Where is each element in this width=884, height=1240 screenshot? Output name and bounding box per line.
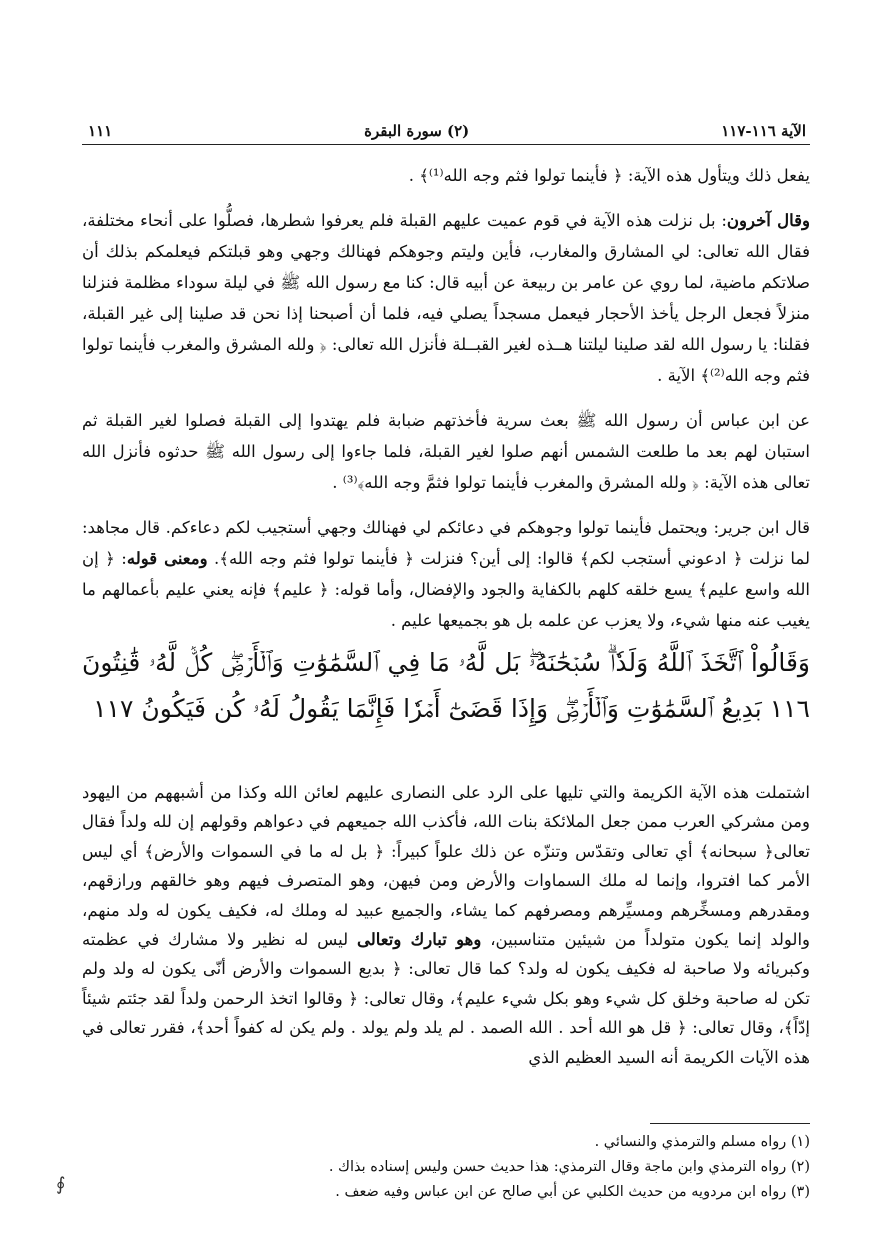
paragraph-3: عن ابن عباس أن رسول الله ﷺ بعث سرية فأخذتهم ضبابة فلم يهتدوا إلى القبلة فصلوا لغير القبلة ثم استبان لهم بعد ما طلعت الشمس أنهم صلوا لغير القبلة، فلما جاءوا إلى رسول الله ﷺ حدثوه فأنزل الله تعالى هذه الآية: ﴿ ولله المشرق والمغرب فأينما تولوا فثمَّ وجه الله﴾⁽³⁾ . [82,411,810,492]
paragraph-4-lead: ومعنى قوله [126,549,208,568]
surah-title: (٢) سورة البقرة [364,122,470,140]
paragraph-4-text-a: قال ابن جرير: ويحتمل فأينما تولوا وجوهكم في دعائكم لي فهنالك وجهي أستجيب لكم دعاءكم. قال مجاهد: لما نزلت ﴿ ادعوني أستجب لكم﴾ قالوا: إلى أين؟ فنزلت ﴿ فأينما تولوا فثم وجه الله﴾. [82,518,810,568]
page-number: ١١١ [88,122,113,140]
commentary-text [82,778,810,1072]
verse-range-label: الآية ١١٦-١١٧ [721,122,806,140]
footnote-divider [650,1123,810,1124]
body-text [82,160,810,650]
footnote-1: (١) رواه مسلم والترمذي والنسائي . [594,1134,810,1150]
page-header [88,118,806,144]
footnote-3: (٣) رواه ابن مردويه من حديث الكلبي عن أبي صالح عن ابن عباس وفيه ضعف . [335,1184,810,1200]
paragraph-4 [82,512,810,636]
footnotes [82,1130,810,1205]
paragraph-4-text-b: : ﴿ إن الله واسع عليم﴾ يسع خلقه كلهم بالكفاية والجود والإفضال، وأما قوله: ﴿ عليم﴾ فإنه يعني عليم بأعمالهم ما يغيب عنه منها شيء، ولا يعزب عن علمه بل هو بجميعها عليم . [82,549,810,630]
commentary-part-b: ليس له نظير ولا مشارك في عظمته وكبريائه ولا صاحبة له فكيف يكون له ولد؟ كما قال تعالى: ﴿ بديع السموات والأرض أنّى يكون له ولد ولم تكن له صاحبة وخلق كل شيء وهو بكل شيء عليم﴾، وقال تعالى: ﴿ وقالوا اتخذ الرحمن ولداً لقد جئتم شيئاً إدّاً﴾، وقال تعالى: ﴿ قل هو الله أحد . الله الصمد . لم يلد ولم يولد . ولم يكن له كفواً أحد﴾، فقرر تعالى في هذه الآيات الكريمة أنه السيد العظيم الذي [82,930,810,1067]
commentary-part-a: اشتملت هذه الآية الكريمة والتي تليها على الرد على النصارى عليهم لعائن الله وكذا من أشبههم من اليهود ومن مشركي العرب ممن جعل الملائكة بنات الله، فأكذب الله جميعهم في دعواهم وقولهم إن لله ولداً فقال تعالى﴿ سبحانه﴾ أي تعالى وتقدّس وتنزّه عن ذلك علواً كبيراً: ﴿ بل له ما في السموات والأرض﴾ أي ليس الأمر كما افتروا، وإنما له ملك السماوات والأرض ومن فيهن، وهو المتصرف فيهم وهو خالقهم ورازقهم، ومقدرهم ومسخِّرهم ومسيِّرهم ومصرفهم كما يشاء، والجميع عبيد له وملك له، فكيف يكون له ولد منهم، والولد إنما يكون متولداً من شيئين متناسبين، [82,783,810,950]
paragraph-2-text: : بل نزلت هذه الآية في قوم عميت عليهم القبلة فلم يعرفوا شطرها، فصلُّوا على أنحاء مختلفة، فقال الله تعالى: لي المشارق والمغارب، فأين وليتم وجوهكم فهنالك وجهي وهو قبلتكم فيعلمكم بذلك أن صلاتكم ماضية، لما روي عن عامر بن ربيعة عن أبيه قال: كنا مع رسول الله ﷺ في ليلة سوداء مظلمة فنزلنا منزلاً فجعل الرجل يأخذ الأحجار فيعمل مسجداً يصلي فيه، فلما أن أصبحنا إذا نحن قد صلينا إلى غير القبلة، فقلنا: يا رسول الله لقد صلينا ليلتنا هــذه لغير القبــلة فأنزل الله تعالى: ﴿ ولله المشرق والمغرب فأينما تولوا فثم وجه الله⁽²⁾﴾ الآية . [82,211,810,385]
header-divider [82,144,810,145]
footnote-2: (٢) رواه الترمذي وابن ماجة وقال الترمذي: هذا حديث حسن وليس إسناده بذاك . [328,1159,810,1175]
printer-mark-icon: ∮ [56,1174,66,1195]
commentary-lead: وهو تبارك وتعالى [356,930,482,950]
paragraph-1: يفعل ذلك ويتأول هذه الآية: ﴿ فأينما تولوا فثم وجه الله⁽¹⁾﴾ . [408,166,810,185]
paragraph-2-lead: وقال آخرون [726,211,810,230]
quran-verse: وَقَالُواْ ٱتَّخَذَ ٱللَّهُ وَلَدٗاۗ سُبۡحَٰنَهُۥۖ بَل لَّهُۥ مَا فِي ٱلسَّمَٰوَٰتِ وَٱلۡأَرۡضِۖ كُلّٞ لَّهُۥ قَٰنِتُونَ ١١٦ بَدِيعُ ٱلسَّمَٰوَٰتِ وَٱلۡأَرۡضِۖ وَإِذَا قَضَىٰٓ أَمۡرٗا فَإِنَّمَا يَقُولُ لَهُۥ كُن فَيَكُونُ ١١٧ [82,648,810,723]
paragraph-2 [82,205,810,391]
